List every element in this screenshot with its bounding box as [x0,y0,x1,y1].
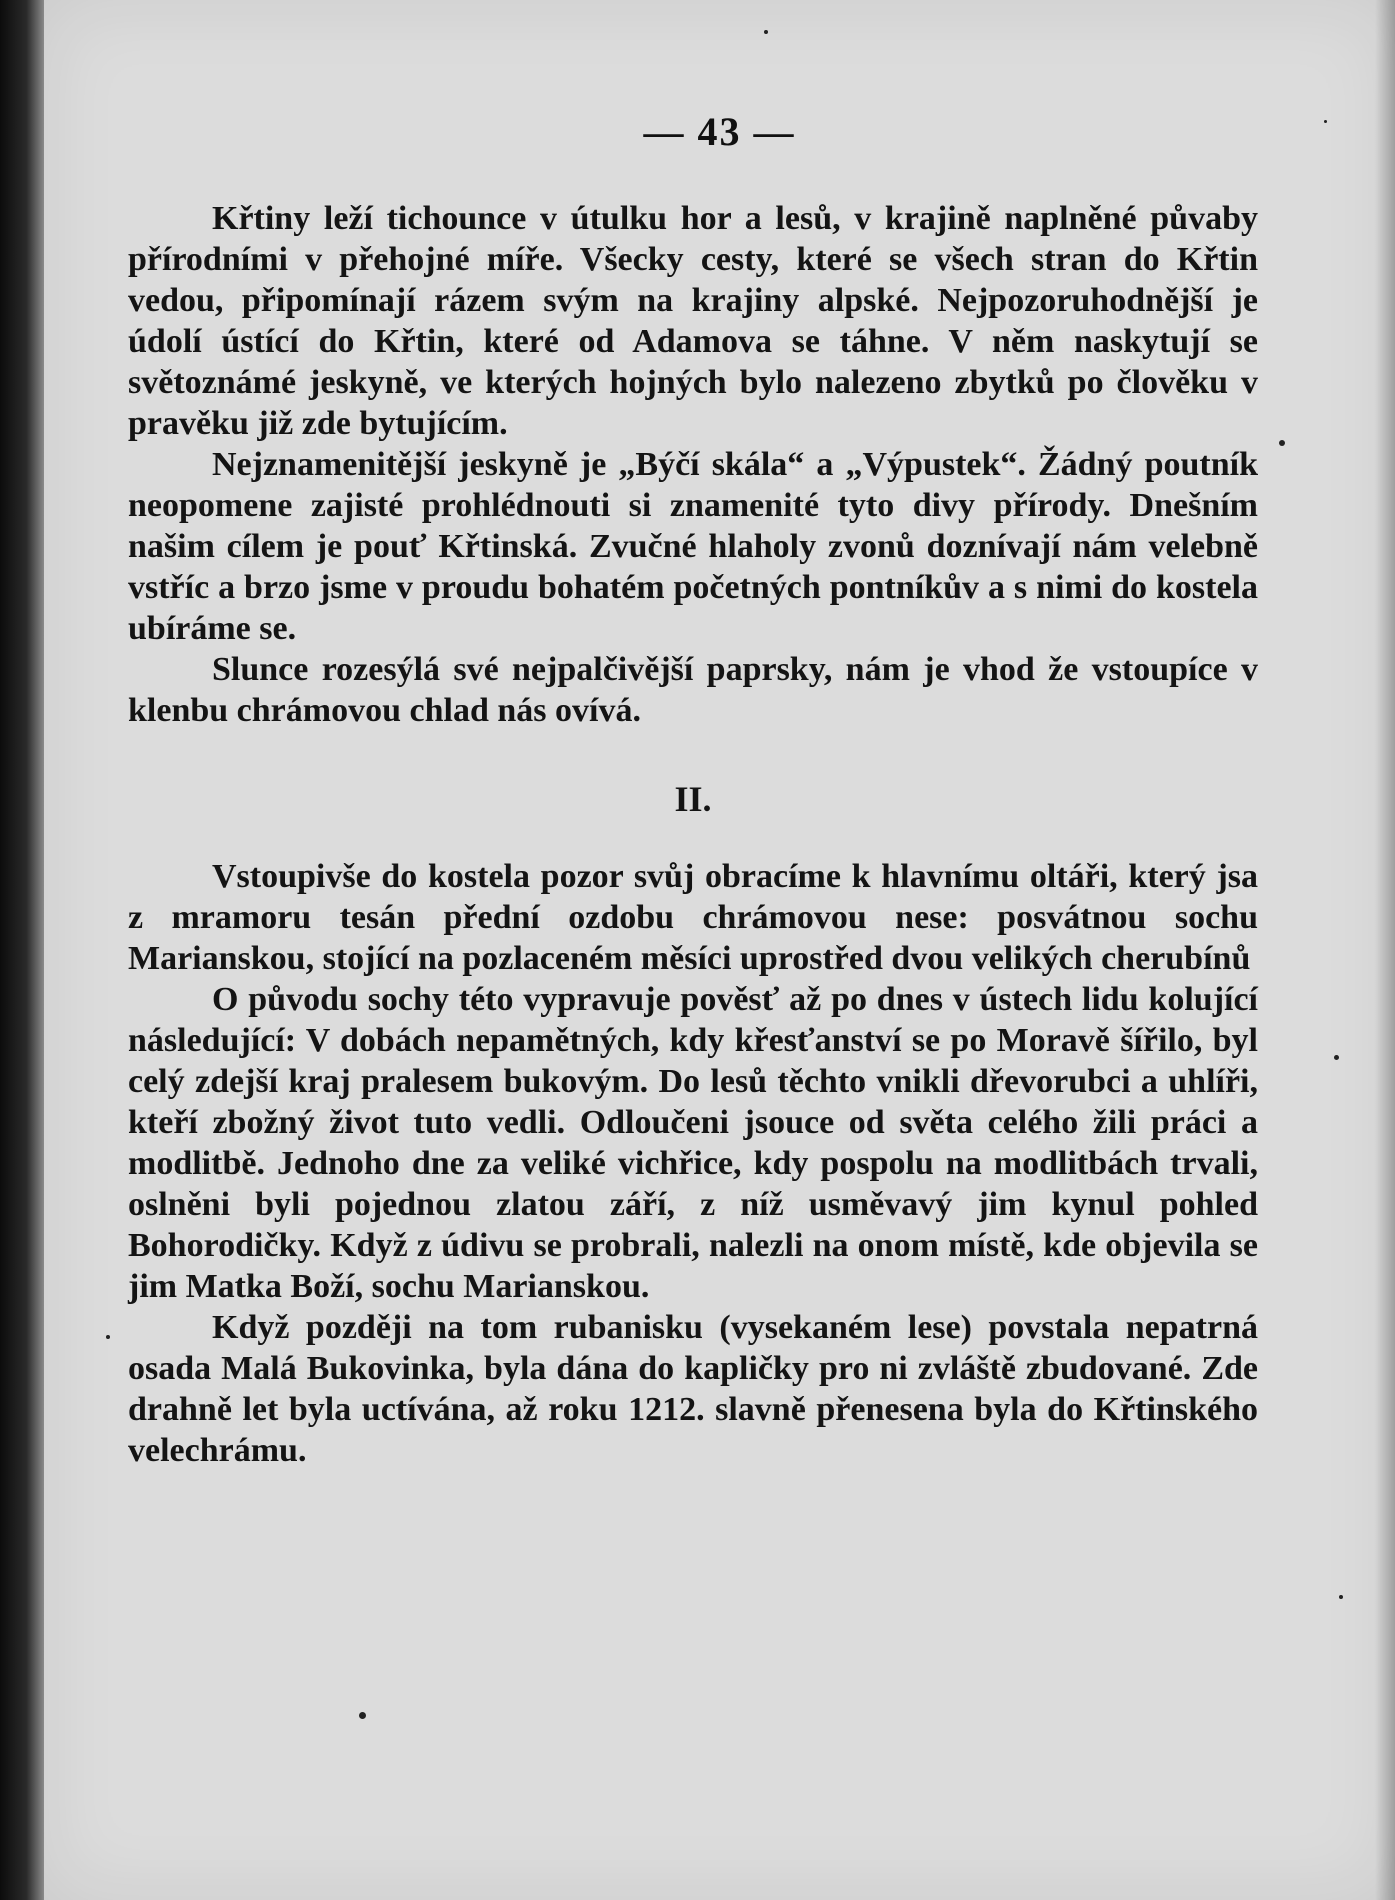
scan-speck [359,1712,366,1719]
paragraph-6: Když později na tom rubanisku (vysekaném lese) povstala nepatrná osada Malá Bukovinka, byla dána do kapličky pro ni zvláště zbudované. Zde drahně let byla uctívána, až roku 1212. slavně přenesena byla do Křtinského velechrámu. [128,1309,1258,1469]
page-edge-shadow [1375,0,1395,1900]
paragraph-2: Nejznamenitější jeskyně je „Býčí skála“ a „Výpustek“. Žádný poutník neopomene zajisté prohlédnouti si znamenité tyto divy přírody. Dnešním našim cílem je pouť Křtinská. Zvučné hlaholy zvonů doznívají nám velebně vstříc a brzo jsme v proudu bohatém početných pontníkův a s nimi do kostela ubíráme se. [128,446,1258,647]
paragraph-1: Křtiny leží tichounce v útulku hor a lesů, v krajině naplněné půvaby přírodními v přehojné míře. Všecky cesty, které se všech stran do Křtin vedou, připomínají rázem svým na krajiny alpské. Nejpozoruhodnější je údolí ústící do Křtin, které od Adamova se táhne. V něm naskytují se světoznámé jeskyně, ve kterých hojných bylo nalezeno zbytků po člověku v pravěku již zde bytujícím. [128,200,1258,442]
paragraph-5: O původu sochy této vypravuje pověsť až po dnes v ústech lidu kolující následující: V dobách nepamětných, kdy křesťanství se po Moravě šířilo, byl celý zdejší kraj pralesem bukovým. Do lesů těchto vnikli dřevorubci a uhlíři, kteří zbožný život tuto vedli. Odloučeni jsouce od světa celého žili práci a modlitbě. Jednoho dne za veliké vichřice, kdy pospolu na modlitbách trvali, oslněni byli pojednou zlatou září, z níž usměvavý jim kynul pohled Bohorodičky. Když z údivu se probrali, nalezli na onom místě, kde objevila se jim Matka Boží, sochu Marianskou. [128,981,1258,1305]
scan-speck [1279,440,1285,446]
section-heading: II. [674,779,712,819]
scan-speck [764,30,768,34]
paragraph-3: Slunce rozesýlá své nejpalčivější paprsky, nám je vhod že vstoupíce v klenbu chrámovou chlad nás ovívá. [128,651,1258,729]
scan-speck [1339,1595,1343,1599]
scan-speck [1324,120,1327,123]
paragraph-4: Vstoupivše do kostela pozor svůj obracíme k hlavnímu oltáři, který jsa z mramoru tesán přední ozdobu chrámovou nese: posvátnou sochu Marianskou, stojící na pozlaceném měsíci uprostřed dvou velikých cherubínů [128,858,1258,977]
scan-speck [1334,1055,1339,1060]
scan-speck [106,1335,110,1339]
page-text [128,198,1258,1471]
book-page [44,0,1395,1900]
book-gutter [0,0,44,1900]
page-number: — 43 — [643,109,796,154]
